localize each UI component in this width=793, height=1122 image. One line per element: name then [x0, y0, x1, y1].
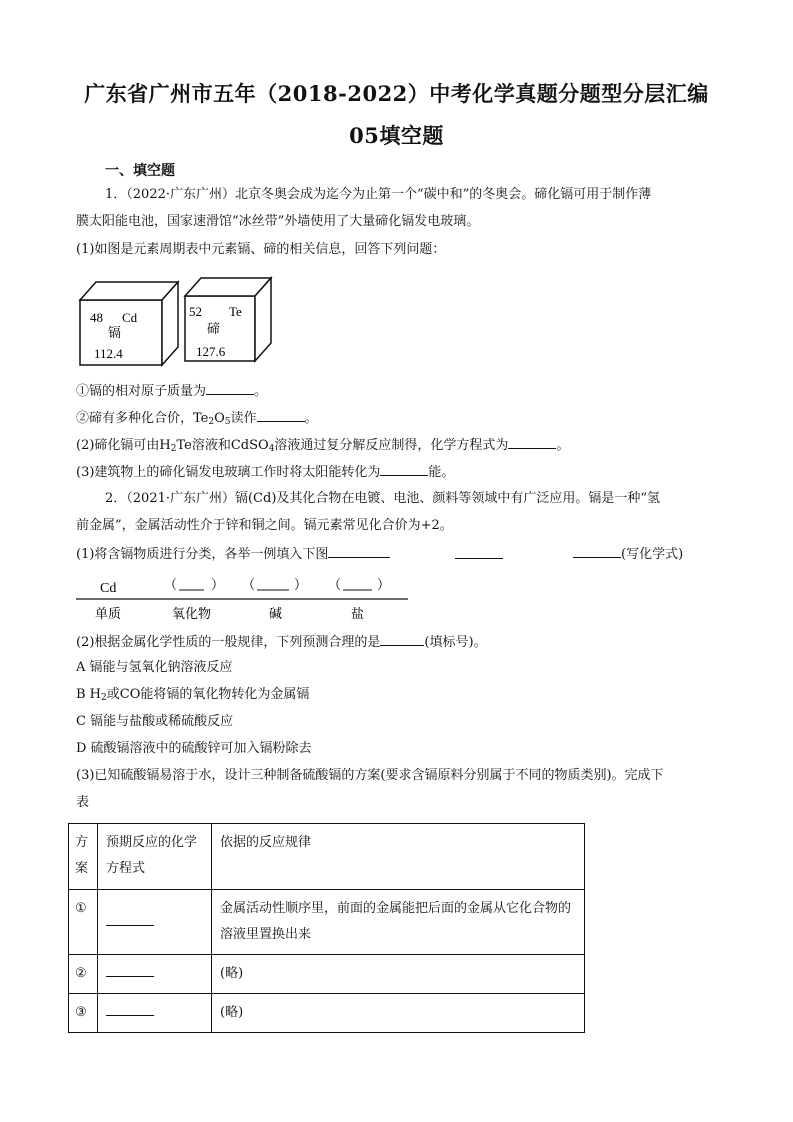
answer-blank[interactable]: [455, 545, 503, 559]
q1-sub1: ①镉的相对原子质量为 。: [76, 381, 267, 401]
category-label: 盐: [351, 606, 365, 621]
q2-part3-line1: (3)已知硫酸镉易溶于水，设计三种制备硫酸镉的方案(要求含镉原料分别属于不同的物质类别)。完成下: [76, 768, 664, 783]
q1-sub2: ②碲有多种化合价，$Te_2O_5$读作 。: [76, 408, 318, 431]
row-number: ③: [75, 1005, 87, 1020]
te-element-card: [185, 278, 271, 361]
answer-blank[interactable]: [206, 381, 254, 395]
header-rule: 依据的反应规律: [220, 835, 312, 850]
section-heading: 一、填空题: [105, 163, 175, 179]
category-label: 氧化物: [172, 606, 212, 621]
scheme-table: [68, 823, 585, 1033]
row-rule: (略): [220, 1005, 244, 1020]
answer-blank[interactable]: [380, 632, 424, 646]
cd-name: 镉: [108, 325, 122, 340]
answer-blank[interactable]: [328, 544, 390, 558]
cd-element-card: [80, 282, 178, 365]
table-row: [69, 890, 585, 955]
option-c: C 镉能与盐酸或稀硫酸反应: [76, 714, 234, 729]
svg-text:）: ）: [294, 577, 308, 592]
answer-blank[interactable]: [573, 544, 621, 558]
cd-symbol: Cd: [122, 310, 138, 325]
te-atomic-number: 52: [189, 304, 202, 319]
q2-part3-line2: 表: [76, 795, 90, 810]
te-atomic-mass: 127.6: [196, 344, 226, 359]
q1-intro-line2: 膜太阳能电池，国家速滑馆“冰丝带”外墙使用了大量碲化镉发电玻璃。: [76, 214, 480, 229]
header-equation: 预期反应的化学方程式: [106, 835, 198, 876]
row-number: ①: [75, 901, 87, 916]
option-b: B $H_2$或CO能将镉的氧化物转化为金属镉: [76, 687, 310, 703]
category-label: 单质: [95, 606, 122, 621]
document-subtitle: 05填空题: [349, 123, 444, 148]
cd-atomic-number: 48: [90, 310, 103, 325]
q2-intro-line1: 2．（2021·广东广州）镉(Cd)及其化合物在电镀、电池、颜料等领域中有广泛应用。镉是一种“氢: [105, 491, 661, 506]
equation-blank[interactable]: [106, 912, 154, 926]
cd-atomic-mass: 112.4: [94, 346, 123, 361]
answer-blank[interactable]: [257, 408, 305, 422]
table-row: [69, 955, 585, 994]
q2-part2: (2)根据金属化学性质的一般规律，下列预测合理的是 (填标号)。: [76, 632, 487, 652]
equation-blank[interactable]: [106, 963, 154, 977]
equation-blank[interactable]: [106, 1002, 154, 1016]
q2-part1-tail: (写化学式): [573, 544, 683, 564]
base-bracket: （: [242, 577, 256, 592]
q2-intro-line2: 前金属”，金属活动性介于锌和铜之间。镉元素常见化合价为+2。: [76, 518, 453, 533]
classification-diagram: [74, 574, 414, 626]
te-symbol: Te: [229, 304, 242, 319]
svg-text:）: ）: [211, 577, 225, 592]
q1-part3: (3)建筑物上的碲化镉发电玻璃工作时将太阳能转化为 能。: [76, 462, 454, 482]
document-title: 广东省广州市五年（2018-2022）中考化学真题分题型分层汇编: [84, 81, 709, 106]
table-row: [69, 994, 585, 1033]
q1-part2: (2)碲化镉可由$H_2Te$溶液和CdSO$_4$溶液通过复分解反应制得，化学方程式为 。: [76, 435, 569, 458]
row-number: ②: [75, 966, 87, 981]
answer-blank[interactable]: [380, 462, 428, 476]
oxide-bracket: （: [164, 577, 178, 592]
q1-part1: (1)如图是元素周期表中元素镉、碲的相关信息，回答下列问题：: [76, 242, 446, 257]
table-header-row: [69, 824, 585, 890]
header-scheme: 方案: [75, 835, 89, 876]
q1-intro-line1: 1．（2022·广东广州）北京冬奥会成为迄今为止第一个“碳中和”的冬奥会。碲化镉可用于制作薄: [105, 187, 652, 202]
salt-bracket: （: [328, 577, 342, 592]
category-label: 碱: [269, 606, 283, 621]
q2-part1: (1)将含镉物质进行分类，各举一例填入下图: [76, 544, 390, 564]
answer-blank[interactable]: [508, 435, 556, 449]
element-cards-figure: [72, 270, 282, 370]
svg-text:）: ）: [377, 577, 391, 592]
cd-formula: Cd: [100, 581, 117, 596]
option-d: D 硫酸镉溶液中的硫酸锌可加入镉粉除去: [76, 741, 312, 756]
row-rule: 金属活动性顺序里，前面的金属能把后面的金属从它化合物的溶液里置换出来: [220, 901, 572, 942]
te-name: 碲: [207, 321, 221, 336]
option-a: A 镉能与氢氧化钠溶液反应: [76, 660, 233, 675]
row-rule: (略): [220, 966, 244, 981]
